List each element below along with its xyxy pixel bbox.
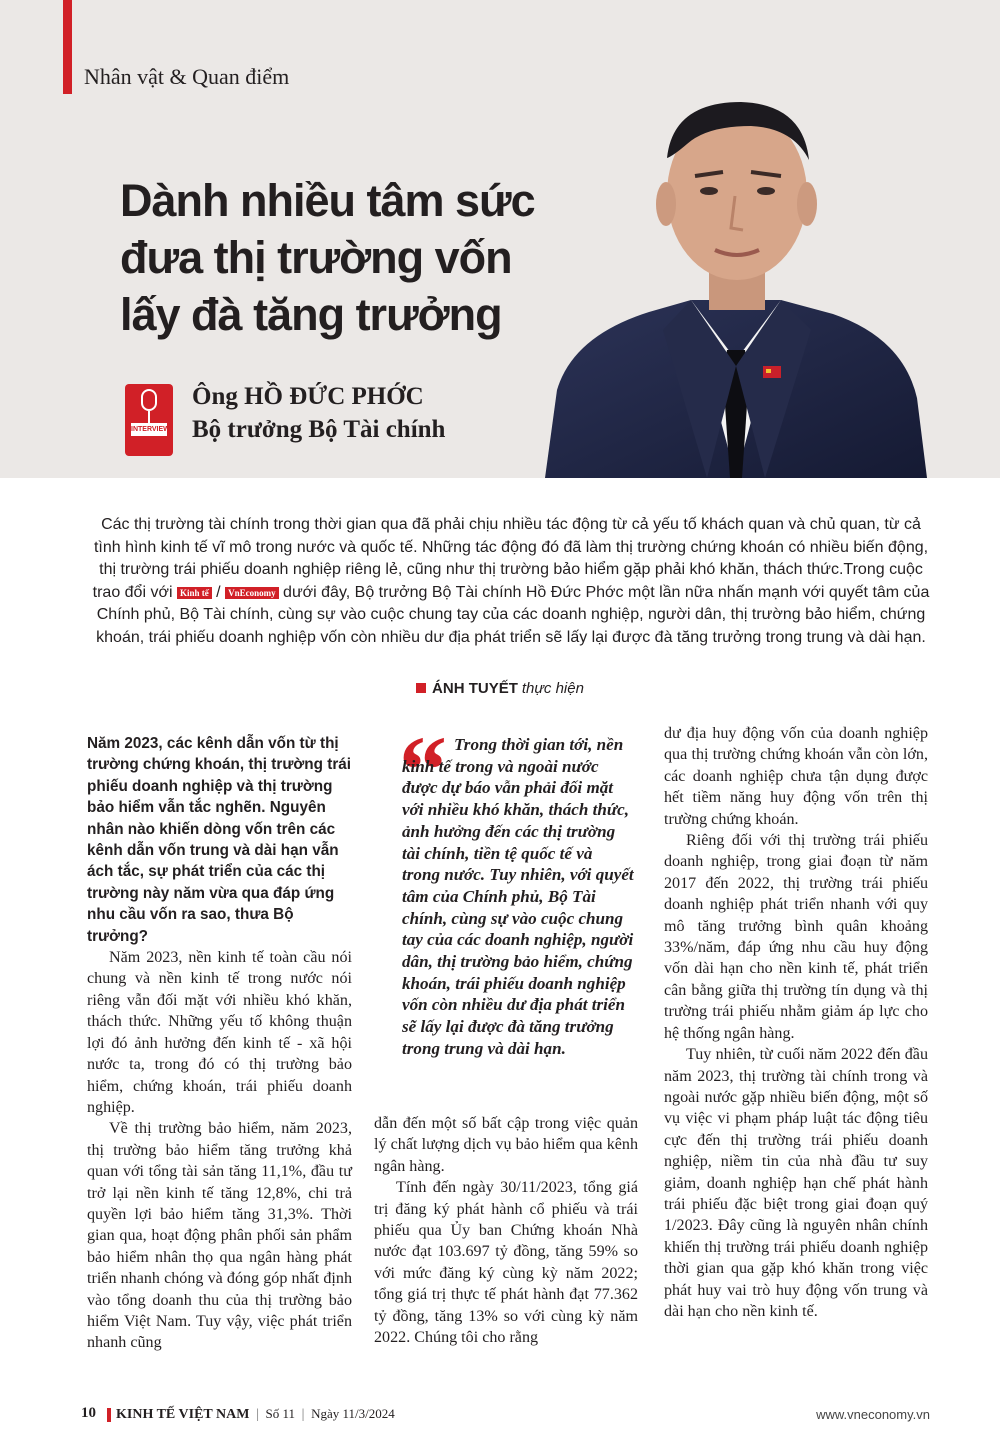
interview-badge-icon xyxy=(125,384,173,456)
article-column-1 xyxy=(87,733,352,1354)
byline-pen-icon xyxy=(416,683,426,693)
interviewee-title: Bộ trưởng Bộ Tài chính xyxy=(192,416,446,443)
intro-paragraph xyxy=(86,514,936,649)
article-column-3 xyxy=(664,723,928,1322)
headline-line: đưa thị trường vốn xyxy=(120,232,512,283)
headline xyxy=(120,172,560,343)
vneconomy-brand-logo: VnEconomy xyxy=(225,587,279,599)
page-number: 10 xyxy=(81,1405,96,1421)
brand-separator: / xyxy=(216,583,221,601)
intro-text-continued: dưới đây, Bộ trưởng Bộ Tài chính Hồ Đức Phớc một lần nữa nhấn mạnh với quyết tâm của Chính phủ, Bộ Tài chính, cùng sự vào cuộc chung tay của các doanh nghiệp, người dân, thị trường bảo hiểm, chứng khoán, trái phiếu doanh nghiệp vốn còn nhiều dư địa phát triển sẽ lấy lại được đà tăng trưởng trong trung và dài hạn. xyxy=(96,583,930,646)
intro-text: Các thị trường tài chính trong thời gian qua đã phải chịu nhiều tác động từ cả yếu tố khách quan và chủ quan, từ cả tình hình kinh tế vĩ mô trong nước và quốc tế. Những tác động đó đã làm thị trường chứng khoán có nhiều biến động, thị trường trái phiếu doanh nghiệp riêng lẻ, cũng như thị trường bảo hiểm gặp phải khó khăn, thách thức.Trong cuộc trao đổi với xyxy=(92,516,929,601)
interview-label: INTERVIEW xyxy=(131,423,167,436)
issue-date: Ngày 11/3/2024 xyxy=(311,1406,395,1421)
article-paragraph: Tuy nhiên, từ cuối năm 2022 đến đầu năm 2023, thị trường tài chính trong và ngoài nước gặp nhiều biến động, một số vụ việc vi phạm pháp luật tác động tiêu cực đến thị trường trái phiếu doanh nghiệp, niềm tin của nhà đầu tư suy giảm, doanh nghiệp hạn chế phát hành trái phiếu đặc biệt trong giai đoạn quý 1/2023. Đây cũng là nguyên nhân chính khiến thị trường trái phiếu doanh nghiệp thời gian qua gặp khó khăn trong việc phát huy vai trò huy động vốn trung và dài hạn cho nền kinh tế. xyxy=(664,1046,928,1320)
section-accent-bar xyxy=(63,0,72,94)
publication-name: KINH TẾ VIỆT NAM xyxy=(116,1407,250,1422)
hero-banner xyxy=(0,0,1000,478)
section-label: Nhân vật & Quan điểm xyxy=(84,64,290,89)
article-paragraph: Năm 2023, nền kinh tế toàn cầu nói chung và nền kinh tế trong nước nói riêng vẫn đối mặt với nhiều khó khăn, thách thức. Những yếu tố không thuận lợi đó ảnh hưởng đến kinh tế - xã hội nước ta, trong đó có thị trường bảo hiểm, chứng khoán, trái phiếu doanh nghiệp. xyxy=(87,949,352,1116)
headline-line: Dành nhiều tâm sức xyxy=(120,175,535,226)
quote-mark-icon: “ xyxy=(399,716,447,823)
interview-question: Năm 2023, các kênh dẫn vốn từ thị trường chứng khoán, thị trường trái phiếu doanh nghiệp và thị trường bảo hiểm vẫn tắc nghẽn. Nguyên nhân nào khiến dòng vốn trên các kênh dẫn vốn trung và dài hạn vẫn ách tắc, sự phát triển của các thị trường này năm vừa qua đáp ứng nhu cầu vốn ra sao, thưa Bộ trưởng? xyxy=(87,735,352,945)
byline-author: ÁNH TUYẾT xyxy=(432,680,518,697)
pull-quote: Trong thời gian tới, nền kinh tế trong và ngoài nước được dự báo vẫn phải đối mặt với nhiều khó khăn, thách thức, ảnh hưởng đến các thị trường tài chính, tiền tệ quốc tế và trong nước. Tuy nhiên, với quyết tâm của Chính phủ, Bộ Tài chính, cùng sự vào cuộc chung tay của các doanh nghiệp, người dân, thị trường bảo hiểm, chứng khoán, trái phiếu doanh nghiệp vốn còn nhiều dư địa phát triển sẽ lấy lại được đà tăng trưởng trong trung và dài hạn. xyxy=(402,735,634,1058)
issue-number: Số 11 xyxy=(265,1406,296,1421)
website-url: www.vneconomy.vn xyxy=(816,1407,930,1422)
headline-line: lấy đà tăng trưởng xyxy=(120,289,502,340)
article-column-2 xyxy=(374,1113,638,1348)
byline xyxy=(0,680,1000,697)
article-paragraph: Riêng đối với thị trường trái phiếu doanh nghiệp, trong giai đoạn từ năm 2017 đến 2022, thị trường trái phiếu doanh nghiệp phát triển nhanh với quy mô tăng trưởng bình quân khoảng 33%/năm, đáp ứng nhu cầu huy động vốn dài hạn cho nền kinh tế, phát triển cân bằng giữa thị trường tín dụng và thị trường trái phiếu nhằm giảm áp lực cho hệ thống ngân hàng. xyxy=(664,832,928,1042)
kinh-te-brand-logo: Kinh tế xyxy=(177,587,212,599)
article-paragraph: Tính đến ngày 30/11/2023, tổng giá trị đăng ký phát hành cổ phiếu và trái phiếu qua Ủy ban Chứng khoán Nhà nước đạt 103.697 tỷ đồng, tăng 59% so với mức đăng ký cùng kỳ năm 2022; tổng giá trị thực tế phát hành đạt 77.362 tỷ đồng, tăng 13% so với cùng kỳ năm 2022. Chúng tôi cho rằng xyxy=(374,1179,638,1347)
byline-role: thực hiện xyxy=(521,680,584,697)
article-paragraph: dẫn đến một số bất cập trong việc quản lý chất lượng dịch vụ bảo hiểm qua kênh ngân hàng. xyxy=(374,1115,638,1175)
interviewee-name: Ông HỒ ĐỨC PHỚC xyxy=(192,383,424,410)
portrait-photo xyxy=(545,98,927,478)
article-paragraph: Về thị trường bảo hiểm, năm 2023, thị trường bảo hiểm tăng trưởng khả quan với tổng tài sản tăng 11,1%, đầu tư trở lại nền kinh tế tăng 12,8%, chi trả quyền lợi bảo hiểm tăng 31,3%. Thời gian qua, hoạt động phân phối sản phẩm bảo hiểm nhân thọ qua ngân hàng phát triển nhanh chóng và đóng góp nhất định vào tổng doanh thu của thị trường bảo hiểm Việt Nam. Tuy vậy, việc phát triển nhanh cũng xyxy=(87,1120,352,1352)
footer-publication-info: KINH TẾ VIỆT NAM | Số 11 | Ngày 11/3/2024 xyxy=(116,1406,395,1422)
footer-accent-mark xyxy=(107,1408,111,1422)
microphone-icon xyxy=(141,389,157,411)
page-footer xyxy=(0,1403,1000,1427)
interviewee xyxy=(192,380,445,446)
article-paragraph: dư địa huy động vốn của doanh nghiệp qua thị trường chứng khoán vẫn còn lớn, các doanh nghiệp chưa tận dụng được hết tiềm năng huy động vốn trên thị trường chứng khoán. xyxy=(664,725,928,828)
